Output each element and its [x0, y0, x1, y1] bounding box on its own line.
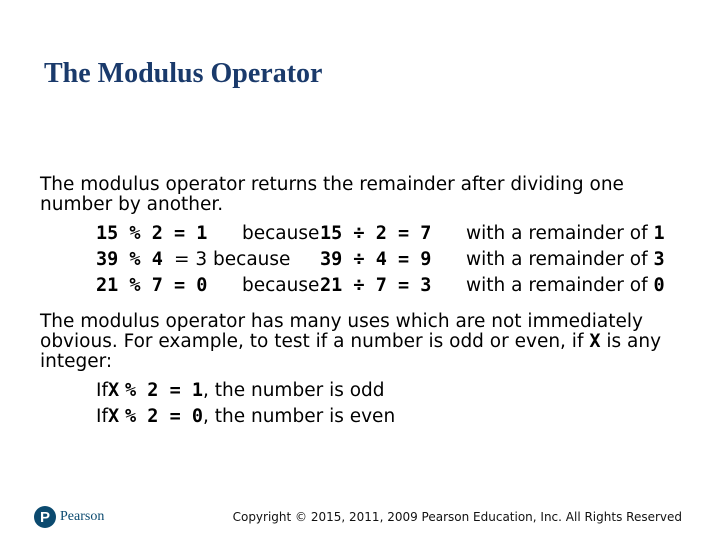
example-remainder: 0 [653, 275, 665, 296]
intro-line-1: The modulus operator returns the remainder after dividing one [40, 174, 624, 195]
paragraph-intro [40, 175, 690, 215]
intro-line-2: number by another. [40, 194, 224, 215]
uses-line-1: The modulus operator has many uses which are not immediately [40, 311, 643, 332]
case-result: , the number is even [202, 406, 396, 427]
example-expression: 39 % 4 [96, 249, 163, 270]
case-variable: X [107, 406, 120, 427]
example-remainder: 3 [653, 249, 665, 270]
example-expression: 15 % 2 = 1 [96, 223, 208, 244]
example-because: because [242, 223, 320, 244]
case-even [96, 407, 395, 427]
slide-title: The Modulus Operator [44, 58, 323, 89]
case-if: If [96, 406, 108, 427]
pearson-logo-text: Pearson [60, 509, 105, 524]
example-division: 21 ÷ 7 = 3 [320, 275, 432, 296]
example-tail: with a remainder of [466, 223, 648, 244]
copyright-notice: Copyright © 2015, 2011, 2009 Pearson Education, Inc. All Rights Reserved [232, 510, 682, 524]
case-odd [96, 381, 385, 401]
variable-x: X [589, 331, 601, 352]
pearson-logo [34, 506, 104, 528]
example-division: 15 ÷ 2 = 7 [320, 223, 432, 244]
case-variable: X [107, 380, 120, 401]
example-row-1 [96, 224, 665, 244]
example-remainder: 1 [653, 223, 665, 244]
example-row-2 [96, 250, 665, 270]
pearson-logo-icon: P [34, 506, 56, 528]
example-tail: with a remainder of [466, 249, 648, 270]
example-expression: 21 % 7 = 0 [96, 275, 208, 296]
case-result: , the number is odd [202, 380, 385, 401]
example-tail: with a remainder of [466, 275, 648, 296]
case-if: If [96, 380, 108, 401]
example-row-3 [96, 276, 665, 296]
uses-line-3: integer: [40, 351, 113, 372]
example-division: 39 ÷ 4 = 9 [320, 249, 432, 270]
example-because: because [242, 275, 320, 296]
uses-line-2 [40, 332, 690, 352]
uses-line-2-end: is any [606, 331, 662, 352]
uses-line-2-text: obvious. For example, to test if a number is odd or even, if [40, 331, 584, 352]
case-expression: % 2 = 1 [125, 380, 203, 401]
example-because: = 3 because [174, 249, 291, 270]
case-expression: % 2 = 0 [125, 406, 203, 427]
paragraph-uses [40, 312, 690, 372]
